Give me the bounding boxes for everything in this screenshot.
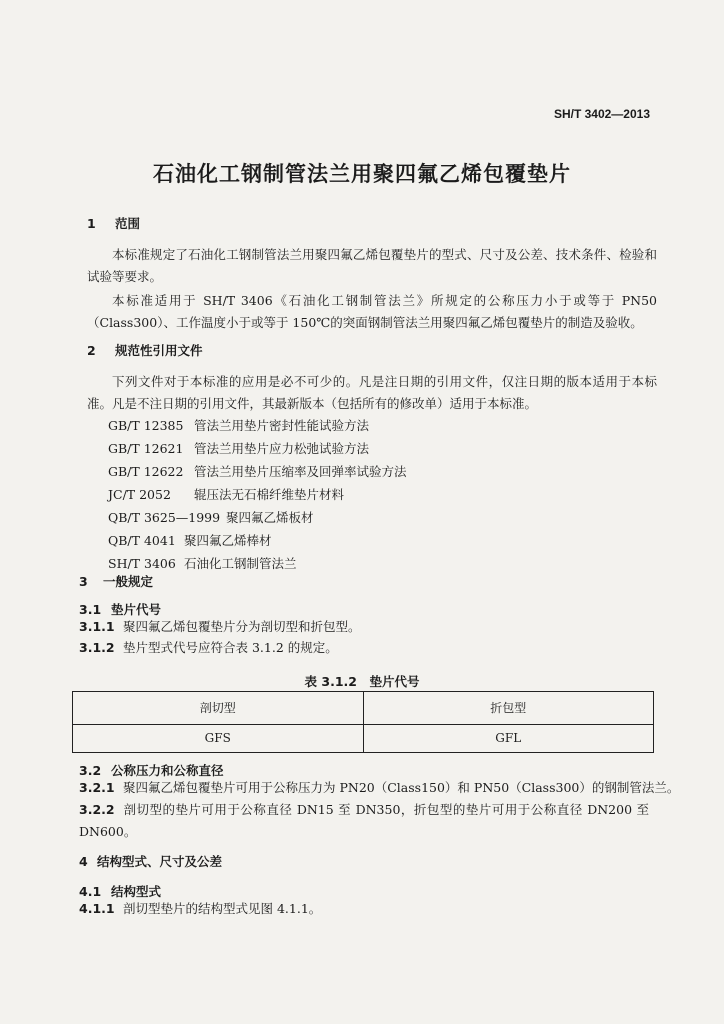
section-1-paragraph-2: 本标准适用于 SH/T 3406《石油化工钢制管法兰》所规定的公称压力小于或等于 PN50（Class300）、工作温度小于或等于 150℃的突面钢制管法兰用聚四氟乙烯包覆垫片的制造及验收。 [87,293,657,330]
subsection-number: 4.1 [79,884,102,899]
reference-item [108,531,272,549]
clause-3-2-2 [79,799,649,843]
section-title: 规范性引用文件 [115,343,203,358]
table-header-cell: 剖切型 [73,692,364,725]
clause-number: 3.2.1 [79,780,115,795]
reference-item [108,554,297,572]
document-title: 石油化工钢制管法兰用聚四氟乙烯包覆垫片 [153,161,571,186]
section-title: 结构型式、尺寸及公差 [97,854,223,869]
reference-title: 聚四氟乙烯板材 [226,510,314,525]
clause-text: 剖切型垫片的结构型式见图 4.1.1。 [123,901,322,916]
clause-3-1-2 [79,637,338,659]
reference-item [108,439,369,457]
reference-item [108,416,369,434]
clause-3-1-1 [79,616,361,638]
reference-code: GB/T 12385 [108,418,184,433]
standard-number: SH/T 3402—2013 [553,107,650,121]
section-2-heading [87,341,203,359]
subsection-title: 结构型式 [111,884,162,899]
table-row [73,724,654,752]
clause-text: 聚四氟乙烯包覆垫片分为剖切型和折包型。 [123,619,361,634]
section-4-heading [79,852,222,870]
reference-title: 聚四氟乙烯棒材 [184,533,272,548]
reference-title: 管法兰用垫片应力松弛试验方法 [194,441,370,456]
reference-code: SH/T 3406 [108,556,176,571]
subsection-title: 公称压力和公称直径 [111,763,224,778]
section-number: 3 [79,574,88,589]
section-title: 一般规定 [103,574,154,589]
reference-code: JC/T 2052 [108,487,171,502]
gasket-code-table [72,691,654,753]
subsection-number: 3.2 [79,763,102,778]
clause-number: 3.2.2 [79,802,115,817]
section-1-paragraph-1: 本标准规定了石油化工钢制管法兰用聚四氟乙烯包覆垫片的型式、尺寸及公差、技术条件、检验和试验等要求。 [87,247,657,284]
section-title: 范围 [115,216,141,231]
reference-title: 石油化工钢制管法兰 [184,556,297,571]
reference-code: QB/T 3625—1999 [108,510,221,525]
reference-item [108,508,314,526]
section-3-heading [79,572,153,590]
subsection-title: 垫片代号 [111,602,162,617]
clause-text: 剖切型的垫片可用于公称直径 DN15 至 DN350，折包型的垫片可用于公称直径 DN200 至 DN600。 [79,802,649,839]
table-cell: GFS [73,724,364,752]
table-header-cell: 折包型 [363,692,654,725]
clause-text: 垫片型式代号应符合表 3.1.2 的规定。 [123,640,338,655]
reference-title: 管法兰用垫片压缩率及回弹率试验方法 [194,464,407,479]
section-1-heading [87,214,140,232]
reference-code: GB/T 12621 [108,441,184,456]
clause-3-2-1 [79,777,679,799]
reference-code: QB/T 4041 [108,533,176,548]
reference-item [108,462,407,480]
clause-number: 3.1.2 [79,640,115,655]
clause-4-1-1 [79,898,321,920]
reference-title: 管法兰用垫片密封性能试验方法 [194,418,370,433]
clause-number: 4.1.1 [79,901,115,916]
clause-number: 3.1.1 [79,619,115,634]
clause-text: 聚四氟乙烯包覆垫片可用于公称压力为 PN20（Class150）和 PN50（Class300）的钢制管法兰。 [123,780,680,795]
subsection-number: 3.1 [79,602,102,617]
table-cell: GFL [363,724,654,752]
reference-title: 辊压法无石棉纤维垫片材料 [194,487,345,502]
section-number: 4 [79,854,88,869]
reference-code: GB/T 12622 [108,464,184,479]
reference-item [108,485,344,503]
section-number: 2 [87,343,96,358]
table-header-row [73,692,654,725]
table-caption: 表 3.1.2 垫片代号 [304,674,420,689]
section-2-paragraph-1: 下列文件对于本标准的应用是必不可少的。凡是注日期的引用文件，仅注日期的版本适用于本标准。凡是不注日期的引用文件，其最新版本（包括所有的修改单）适用于本标准。 [87,374,657,411]
section-number: 1 [87,216,96,231]
